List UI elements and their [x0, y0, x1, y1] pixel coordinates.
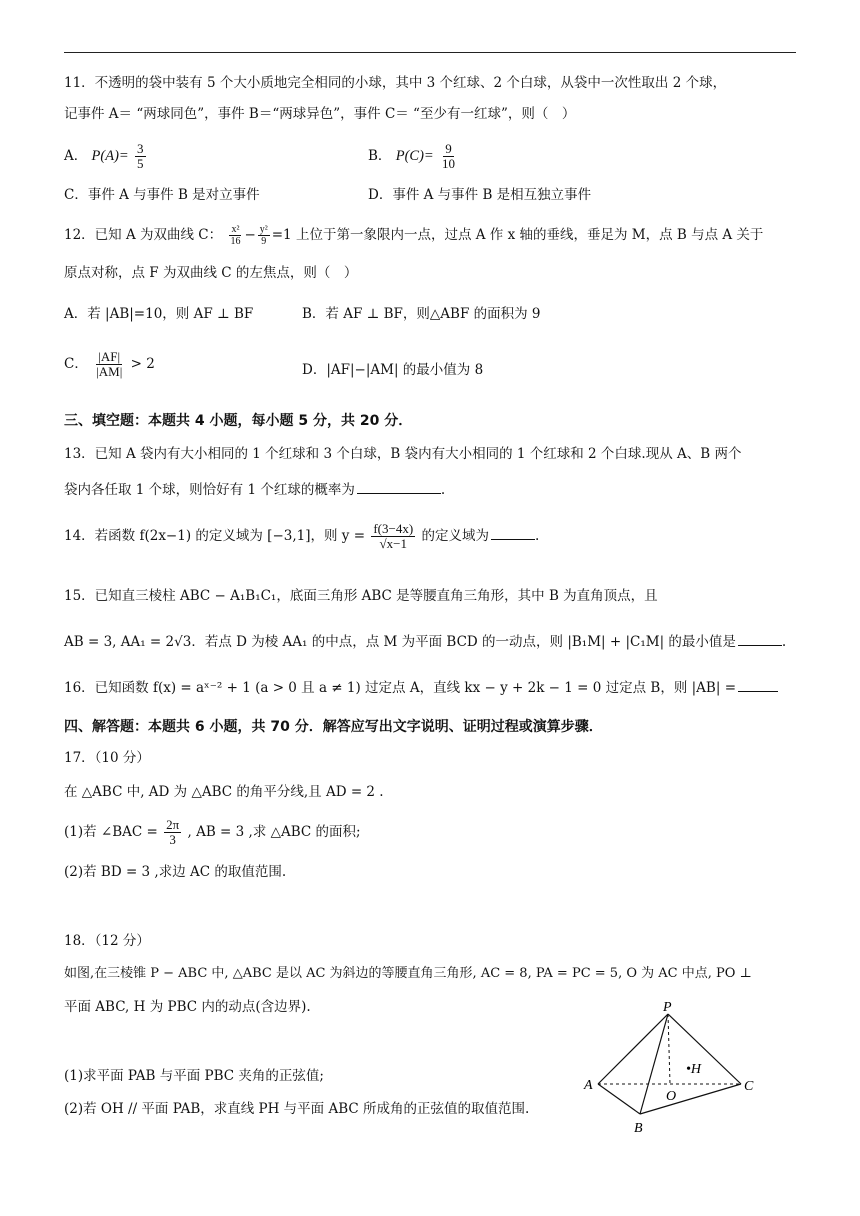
q11-option-a-fraction — [135, 142, 146, 171]
q12-option-c-num: |AF| — [98, 349, 121, 364]
q18-part1: (1)求平面 PAB 与平面 PBC 夹角的正弦值; — [64, 1068, 324, 1084]
q13-line1: 13．已知 A 袋内有大小相同的 1 个红球和 3 个白球，B 袋内有大小相同的 1 个红球和 2 个白球.现从 A、B 两个 — [64, 446, 742, 462]
q17-part1 — [64, 818, 361, 847]
q14-num: f(3−4x) — [373, 521, 414, 536]
label-b: B — [634, 1121, 643, 1136]
q17-part1-post: , AB = 3 ,求 △ABC 的面积; — [187, 824, 361, 840]
q12-option-c[interactable] — [64, 350, 155, 379]
q12-y-den: 9 — [261, 236, 267, 247]
q18-head: 18．（12 分） — [64, 933, 150, 949]
label-a: A — [584, 1078, 593, 1093]
label-p: P — [663, 1000, 672, 1015]
q14-fraction — [371, 522, 415, 551]
q15-line1: 15．已知直三棱柱 ABC − A₁B₁C₁，底面三角形 ABC 是等腰直角三角形，其中 B 为直角顶点，且 — [64, 588, 658, 604]
q12-y-num: y² — [259, 224, 268, 235]
q12-x-fraction — [228, 224, 242, 247]
q11-line1: 11．不透明的袋中装有 5 个大小质地完全相同的小球，其中 3 个红球、2 个白球，从袋中一次性取出 2 个球， — [64, 75, 727, 91]
label-o: O — [666, 1089, 677, 1104]
q17-part1-fraction — [164, 818, 181, 847]
q16-answer-blank[interactable] — [738, 677, 778, 692]
q12-option-a[interactable]: A．若 |AB|=10，则 AF ⊥ BF — [64, 306, 254, 322]
q12-minus: − — [244, 227, 256, 243]
q18-line1: 如图,在三棱锥 P − ABC 中, △ABC 是以 AC 为斜边的等腰直角三角形, AC = 8, PA = PC = 5, O 为 AC 中点, PO ⊥ — [64, 966, 752, 981]
q11-option-a-label: A． — [64, 148, 88, 164]
section-4-heading: 四、解答题：本题共 6 小题，共 70 分．解答应写出文字说明、证明过程或演算步骤． — [64, 719, 603, 735]
q14-post: 的定义域为 — [421, 528, 489, 544]
edge-po-dashed — [668, 1014, 670, 1084]
q16-text: 16．已知函数 f(x) = aˣ⁻² + 1 (a > 0 且 a ≠ 1) 过定点 A，直线 kx − y + 2k − 1 = 0 过定点 B，则 |AB| = — [64, 680, 737, 696]
q15-line2-text: AB = 3, AA₁ = 2√3．若点 D 为棱 AA₁ 的中点，点 M 为平面 BCD 的一动点，则 |B₁M| + |C₁M| 的最小值是 — [64, 634, 736, 650]
q11-option-a-expr: P(A)= — [91, 148, 129, 164]
q12-option-b[interactable]: B．若 AF ⊥ BF，则△ABF 的面积为 9 — [302, 306, 541, 322]
edge-ab — [598, 1084, 640, 1114]
q11-option-a-den: 5 — [137, 156, 144, 171]
q11-option-a[interactable] — [64, 142, 148, 171]
q14-pre: 14．若函数 f(2x−1) 的定义域为 [−3,1]，则 y = — [64, 528, 366, 544]
edge-pc — [668, 1014, 741, 1084]
q12-line1-post: =1 上位于第一象限内一点，过点 A 作 x 轴的垂线，垂足为 M，点 B 与点 A 关于 — [271, 227, 764, 243]
q13-line2-end: . — [440, 482, 446, 498]
edge-bc — [640, 1084, 741, 1114]
q12-x-den: 16 — [230, 236, 241, 247]
q13-line2-text: 袋内各任取 1 个球，则恰好有 1 个红球的概率为 — [64, 482, 355, 498]
q17-part1-num: 2π — [166, 817, 180, 832]
q14-line — [64, 522, 539, 551]
q12-option-c-post: > 2 — [130, 356, 155, 372]
q11-option-c[interactable]: C．事件 A 与事件 B 是对立事件 — [64, 187, 260, 203]
q12-option-d[interactable]: D．|AF|−|AM| 的最小值为 8 — [302, 362, 484, 378]
q18-line2: 平面 ABC, H 为 PBC 内的动点(含边界). — [64, 999, 311, 1015]
q17-part2: (2)若 BD = 3 ,求边 AC 的取值范围. — [64, 864, 287, 880]
q12-y-fraction — [258, 224, 270, 247]
q11-option-b-label: B． — [368, 148, 392, 164]
label-h: •H — [686, 1062, 702, 1077]
pyramid-figure — [578, 1000, 768, 1140]
q11-option-b-fraction — [440, 142, 457, 171]
q17-part1-pre: (1)若 ∠BAC = — [64, 824, 158, 840]
edge-pa — [598, 1014, 668, 1084]
q15-line2-end: . — [781, 634, 787, 650]
q11-line2: 记事件 A＝ “两球同色”，事件 B＝“两球异色”，事件 C＝ “至少有一红球”，则（ ） — [64, 106, 576, 122]
q12-option-c-fraction — [94, 350, 124, 379]
q12-x-num: x² — [231, 224, 240, 235]
q12-line1 — [64, 224, 763, 247]
label-c: C — [744, 1079, 754, 1094]
q11-option-d[interactable]: D．事件 A 与事件 B 是相互独立事件 — [368, 187, 592, 203]
q15-answer-blank[interactable] — [738, 631, 782, 646]
q12-option-c-label: C． — [64, 356, 88, 372]
q11-option-b-num: 9 — [445, 141, 452, 156]
q12-option-c-den: |AM| — [96, 364, 123, 379]
q11-option-a-num: 3 — [137, 141, 144, 156]
q13-line2 — [64, 479, 445, 499]
header-rule — [64, 52, 796, 53]
q11-option-b-den: 10 — [442, 156, 455, 171]
q11-option-b[interactable] — [368, 142, 459, 171]
q14-den: √x−1 — [379, 536, 407, 551]
q17-line1: 在 △ABC 中, AD 为 △ABC 的角平分线,且 AD = 2 . — [64, 784, 384, 800]
q14-end: . — [534, 528, 540, 544]
q15-line2 — [64, 631, 786, 651]
q12-line1-pre: 12．已知 A 为双曲线 C： — [64, 227, 223, 243]
q17-part1-den: 3 — [169, 832, 176, 847]
q14-answer-blank[interactable] — [491, 525, 535, 540]
q16-line — [64, 677, 778, 697]
section-3-heading: 三、填空题：本题共 4 小题，每小题 5 分，共 20 分． — [64, 413, 413, 429]
edge-pb — [640, 1014, 668, 1114]
q17-head: 17．（10 分） — [64, 750, 150, 766]
q12-line2: 原点对称，点 F 为双曲线 C 的左焦点，则（ ） — [64, 265, 358, 281]
q13-answer-blank[interactable] — [357, 479, 441, 494]
q18-part2: (2)若 OH // 平面 PAB，求直线 PH 与平面 ABC 所成角的正弦值的取值范围. — [64, 1101, 530, 1117]
q11-option-b-expr: P(C)= — [395, 148, 434, 164]
